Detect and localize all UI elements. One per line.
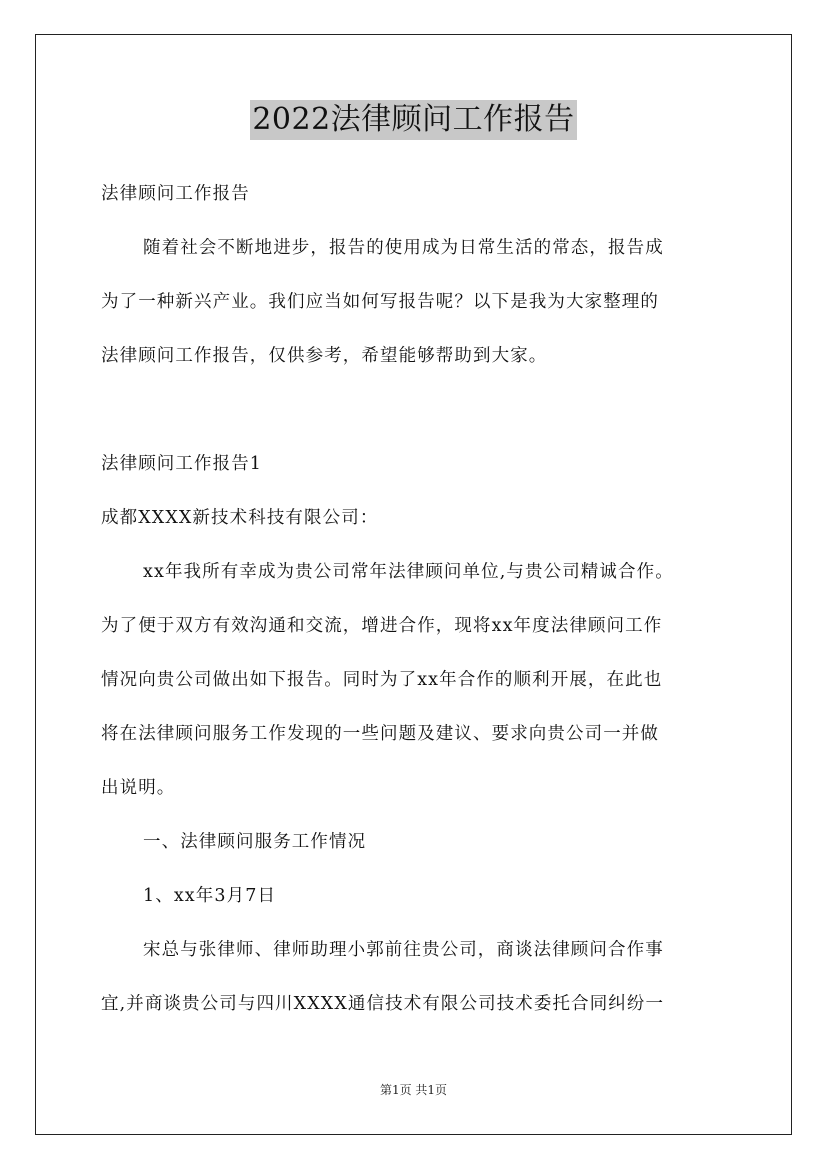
date-heading: 1、xx年3月7日 [143, 886, 277, 906]
paragraph-line: 将在法律顾问服务工作发现的一些问题及建议、要求向贵公司一并做 [101, 724, 659, 744]
subtitle-line: 法律顾问工作报告 [101, 184, 250, 204]
addressee-line: 成都XXXX新技术科技有限公司： [101, 508, 379, 528]
paragraph-line: 宜,并商谈贵公司与四川XXXX通信技术有限公司技术委托合同纠纷一 [101, 994, 665, 1014]
paragraph-line: 随着社会不断地进步，报告的使用成为日常生活的常态，报告成 [143, 238, 664, 258]
paragraph-line: 宋总与张律师、律师助理小郭前往贵公司，商谈法律顾问合作事 [143, 940, 664, 960]
title-wrap [0, 100, 827, 140]
paragraph-line: 为了一种新兴产业。我们应当如何写报告呢？以下是我为大家整理的 [101, 292, 659, 312]
subsection-heading: 一、法律顾问服务工作情况 [143, 832, 367, 852]
paragraph-line: 情况向贵公司做出如下报告。同时为了xx年合作的顺利开展，在此也 [101, 670, 663, 690]
paragraph-line: 法律顾问工作报告，仅供参考，希望能够帮助到大家。 [101, 346, 548, 366]
paragraph-line: xx年我所有幸成为贵公司常年法律顾问单位,与贵公司精诚合作。 [143, 562, 674, 582]
document-title: 2022法律顾问工作报告 [250, 100, 576, 140]
page-footer: 第1页 共1页 [379, 1083, 448, 1097]
paragraph-line: 为了便于双方有效沟通和交流，增进合作，现将xx年度法律顾问工作 [101, 616, 663, 636]
paragraph-line: 出说明。 [101, 778, 176, 798]
section-heading: 法律顾问工作报告1 [101, 454, 263, 474]
